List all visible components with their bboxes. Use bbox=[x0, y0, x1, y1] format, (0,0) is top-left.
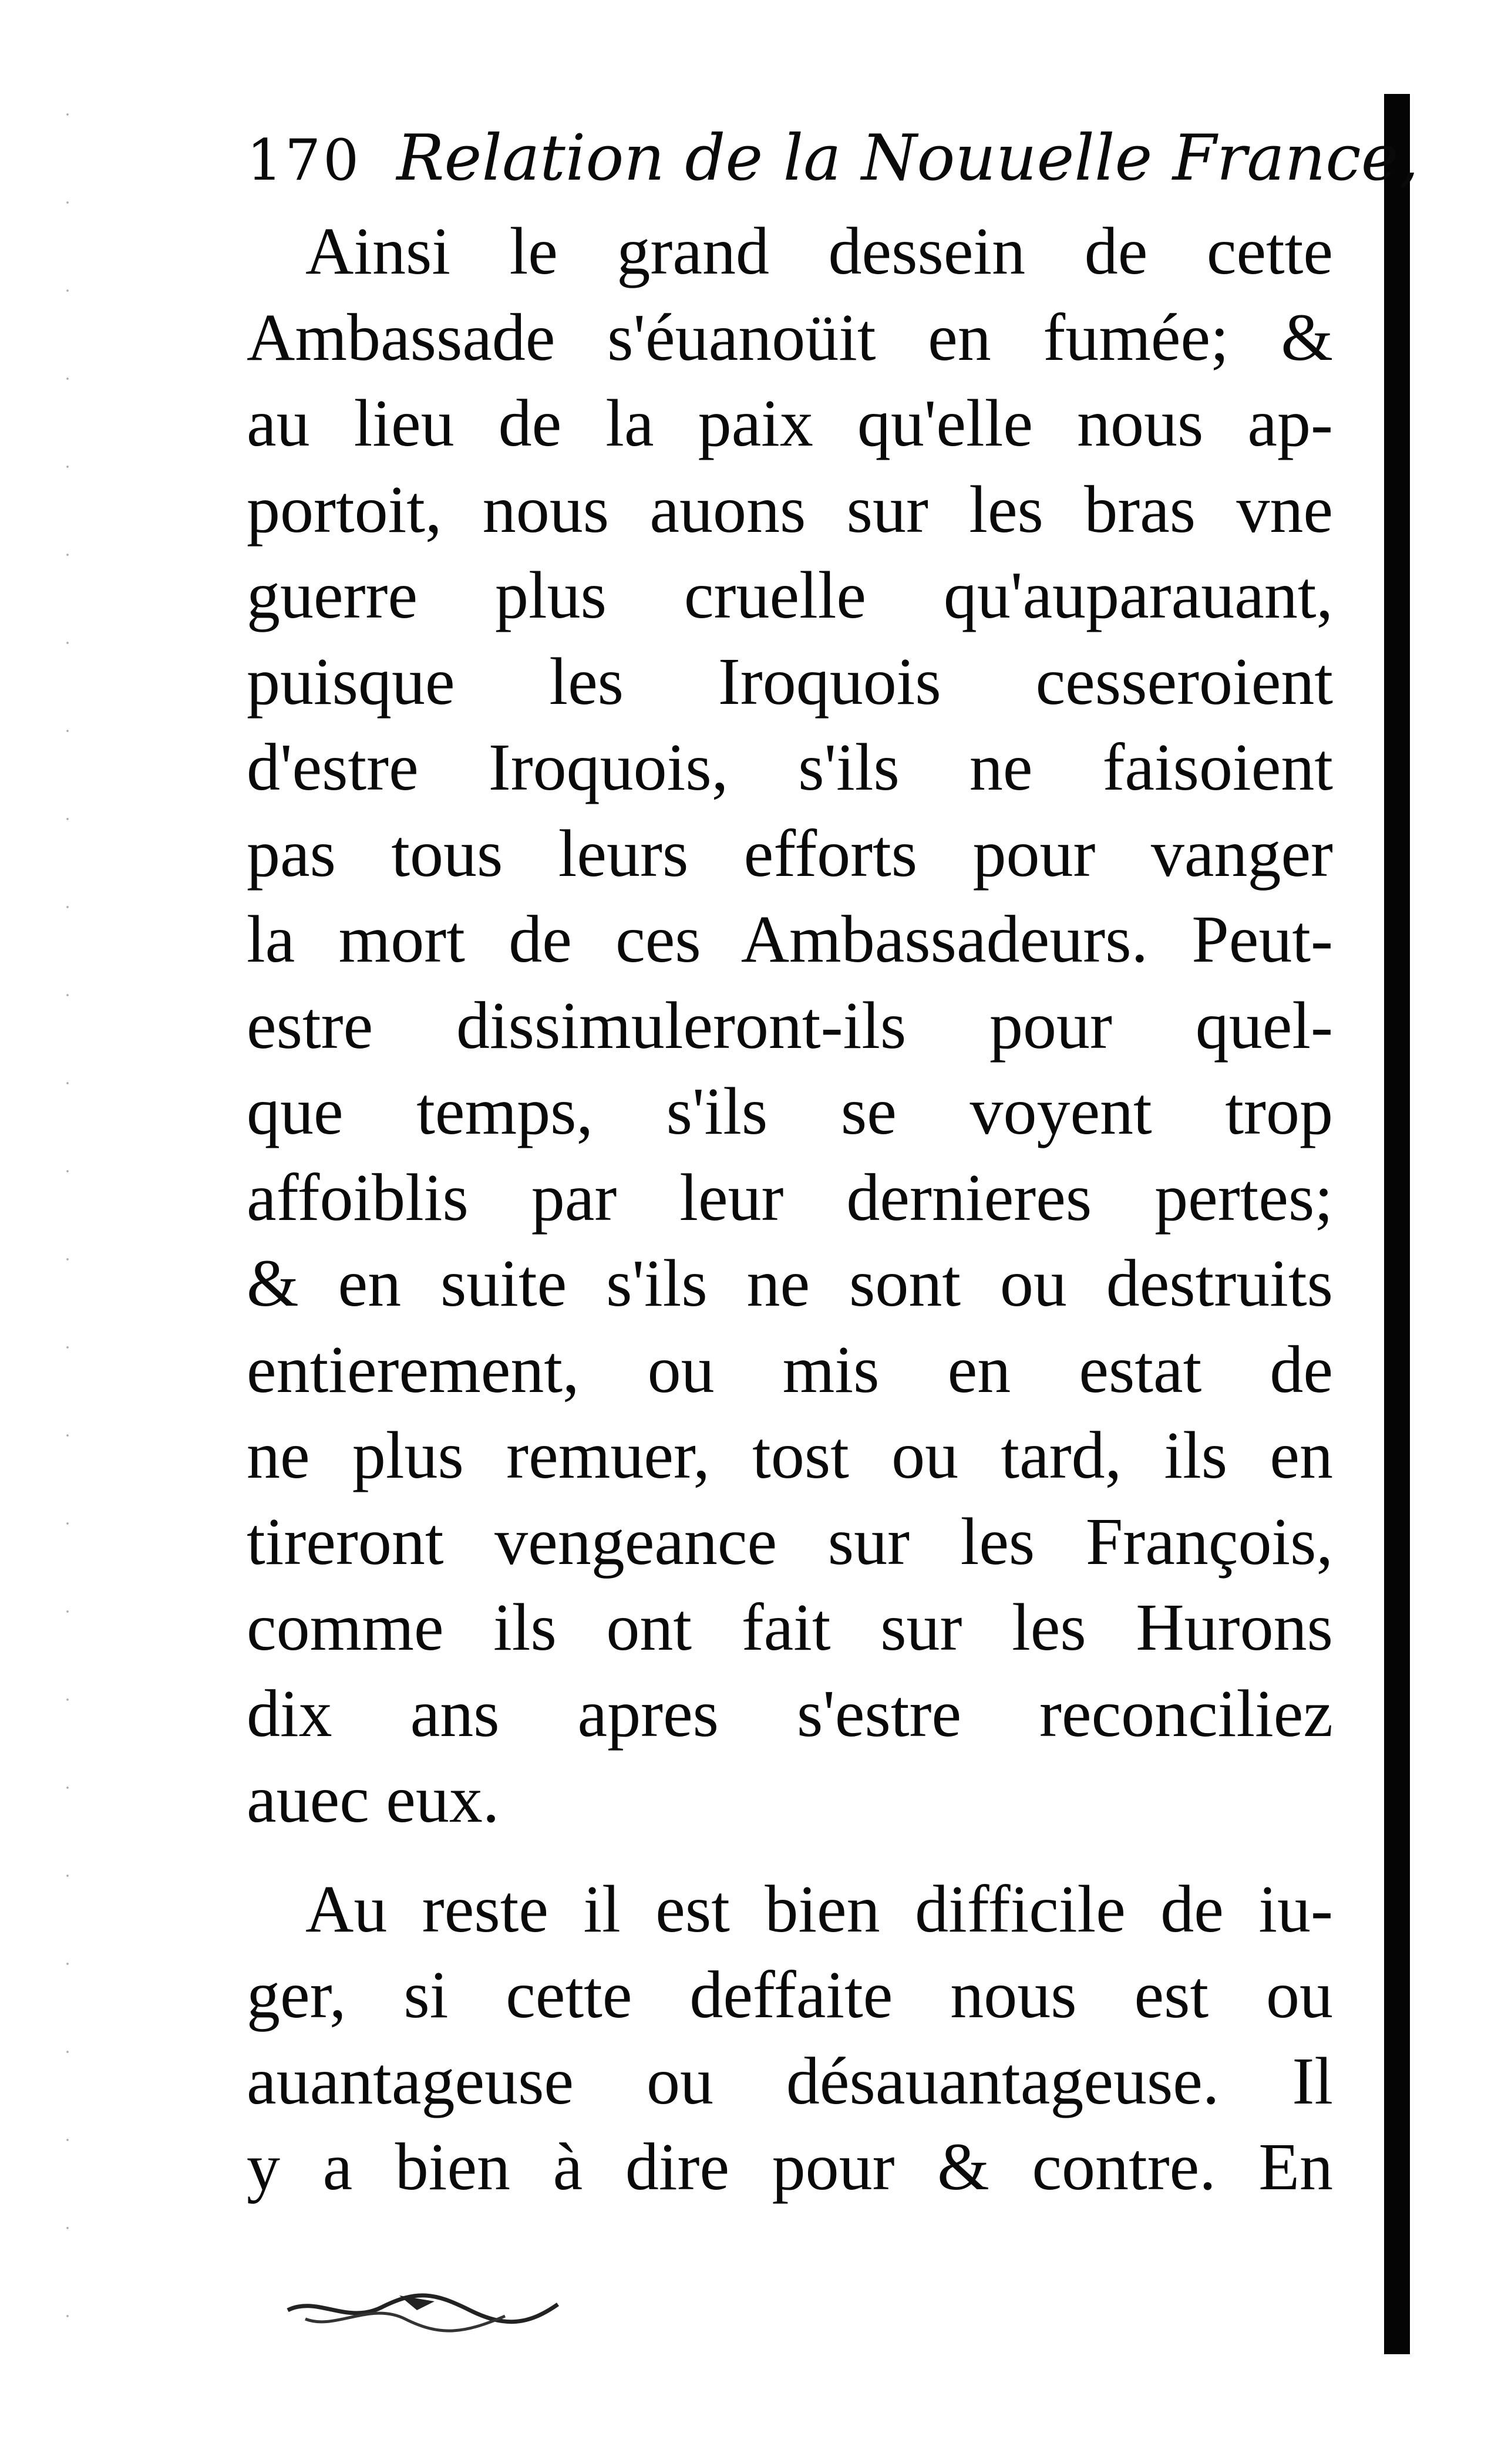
text-line: comme ils ont fait sur les Hurons bbox=[247, 1590, 1333, 1664]
text-line: ger, si cette deffaite nous est ou bbox=[247, 1957, 1333, 2032]
text-line: Ambassade s'éuanoüit en fumée; & bbox=[247, 299, 1333, 375]
text-line: y a bien à dire pour & contre. En bbox=[247, 2129, 1333, 2204]
text-line: dix ans apres s'estre reconciliez bbox=[247, 1676, 1333, 1751]
text-line: la mort de ces Ambassadeurs. Peut- bbox=[247, 902, 1333, 976]
paragraph-2 bbox=[247, 1866, 1333, 2210]
text-line: ne plus remuer, tost ou tard, ils en bbox=[247, 1418, 1333, 1492]
text-line: affoiblis par leur dernieres pertes; bbox=[247, 1159, 1333, 1235]
text-line: portoit, nous auons sur les bras vne bbox=[247, 471, 1333, 547]
page-edge-bar bbox=[1384, 94, 1410, 2354]
text-line: que temps, s'ils se voyent trop bbox=[247, 1074, 1333, 1148]
text-line: pas tous leurs efforts pour vanger bbox=[247, 815, 1333, 891]
printer-ornament bbox=[282, 2284, 564, 2337]
text-line: entierement, ou mis en estat de bbox=[247, 1332, 1333, 1407]
text-line: Ainsi le grand dessein de cette bbox=[305, 214, 1333, 288]
text-line: estre dissimuleront-ils pour quel- bbox=[247, 987, 1333, 1063]
page-header bbox=[247, 114, 1419, 203]
text-line: auantageuse ou désauantageuse. Il bbox=[247, 2043, 1333, 2118]
text-line: puisque les Iroquois cesseroient bbox=[247, 643, 1333, 719]
text-line: Au reste il est bien difficile de iu- bbox=[305, 1871, 1333, 1946]
text-line: & en suite s'ils ne sont ou destruits bbox=[247, 1246, 1333, 1320]
paragraph-gap bbox=[247, 1843, 1333, 1866]
text-line: guerre plus cruelle qu'auparauant, bbox=[247, 558, 1333, 632]
paragraph-1 bbox=[247, 208, 1333, 1843]
text-line: d'estre Iroquois, s'ils ne faisoient bbox=[247, 730, 1333, 804]
running-title: Relation de la Nouuelle France, bbox=[396, 122, 1419, 195]
margin-specks bbox=[66, 70, 69, 2360]
page-number: 170 bbox=[247, 127, 362, 193]
body-text bbox=[247, 208, 1333, 2210]
text-line: tireront vengeance sur les François, bbox=[247, 1504, 1333, 1579]
text-line: au lieu de la paix qu'elle nous ap- bbox=[247, 386, 1333, 460]
text-line: auec eux. bbox=[247, 1762, 500, 1836]
